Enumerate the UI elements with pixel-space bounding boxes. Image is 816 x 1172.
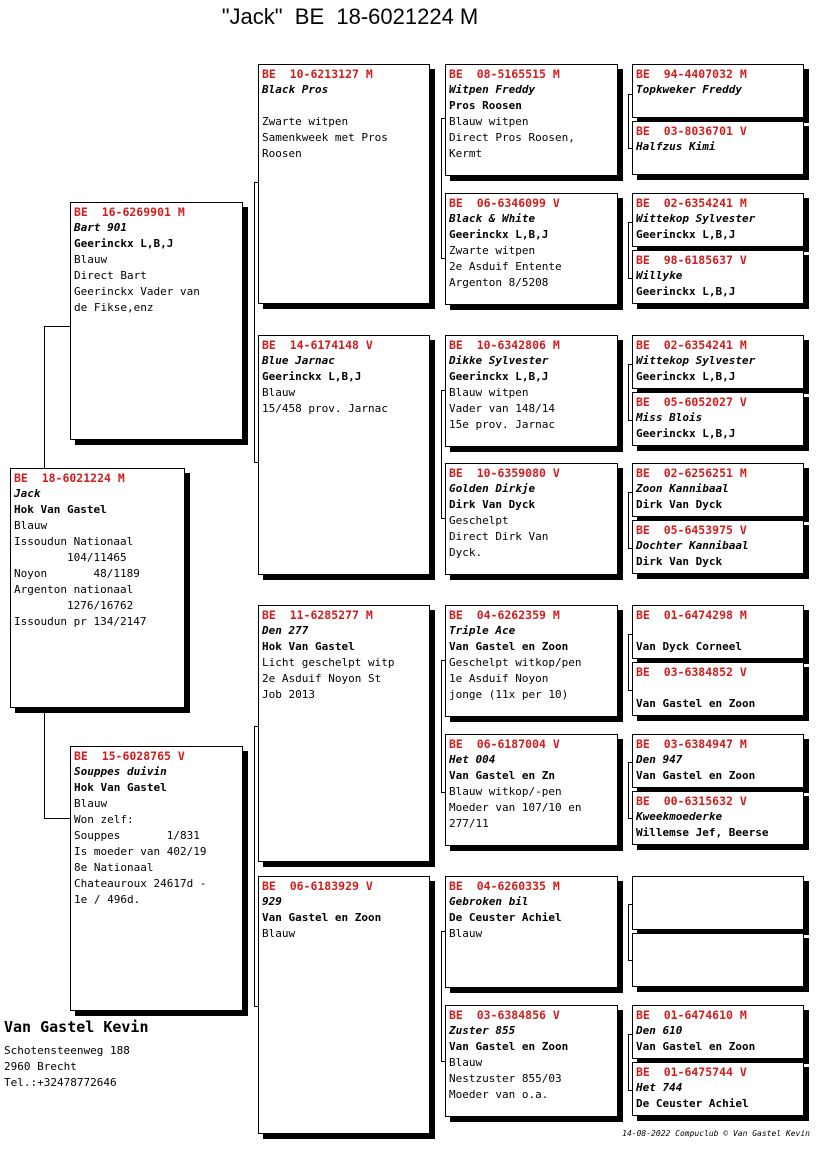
owner-name: De Ceuster Achiel [636, 1097, 749, 1110]
info-line: 15e prov. Jarnac [449, 418, 555, 431]
pedigree-card-g10 [632, 662, 804, 716]
owner-name: Geerinckx L,B,J [449, 370, 549, 383]
pigeon-name: Wittekop Sylvester [636, 354, 756, 367]
ring-number: BE 03-8036701 V [636, 124, 747, 138]
info-line: Blauw [449, 927, 483, 940]
blank-line [636, 623, 800, 639]
pedigree-card-subject [10, 468, 185, 708]
info-line: 1e / 496d. [74, 893, 141, 906]
pigeon-name: 929 [262, 895, 282, 908]
pedigree-card-g3 [632, 193, 804, 247]
pedigree-card-g16 [632, 1062, 804, 1116]
pedigree-card-dds [445, 876, 618, 988]
ring-number: BE 01-6474610 M [636, 1008, 747, 1022]
owner-name: Geerinckx L,B,J [449, 228, 549, 241]
info-line: jonge (11x per 10) [449, 688, 569, 701]
connector-line [441, 118, 442, 258]
info-line: Blauw [74, 797, 108, 810]
ring-number: BE 03-6384856 V [449, 1008, 560, 1022]
pedigree-card-dd [258, 876, 430, 1134]
pedigree-card-dam [70, 746, 243, 1011]
ring-number: BE 06-6346099 V [449, 196, 560, 210]
owner-name: Hok Van Gastel [262, 640, 355, 653]
owner-name: Geerinckx L,B,J [636, 285, 736, 298]
ring-number: BE 04-6262359 M [449, 608, 560, 622]
owner-name: Geerinckx L,B,J [636, 228, 736, 241]
connector-line [628, 904, 629, 960]
info-line: Moeder van o.a. [449, 1088, 549, 1101]
pedigree-card-g4 [632, 250, 804, 304]
info-line: Zwarte witpen [262, 115, 349, 128]
info-line: 2e Asduif Entente [449, 260, 562, 273]
info-line: 104/11465 [14, 551, 127, 564]
info-line: 8e Nationaal [74, 861, 154, 874]
pigeon-name: Gebroken bil [449, 895, 529, 908]
connector-line [44, 818, 70, 819]
pedigree-card-g5 [632, 335, 804, 389]
info-line: Direct Pros Roosen, [449, 131, 575, 144]
ring-number: BE 05-6453975 V [636, 523, 747, 537]
pigeon-name: Den 610 [636, 1024, 683, 1037]
pigeon-name: Miss Blois [636, 411, 703, 424]
info-line: 1276/16762 [14, 599, 134, 612]
info-line: Licht geschelpt witp [262, 656, 395, 669]
owner-name: Geerinckx L,B,J [74, 237, 174, 250]
ring-number: BE 02-6256251 M [636, 466, 747, 480]
ring-number: BE 11-6285277 M [262, 608, 373, 622]
pedigree-card-dss [445, 605, 618, 717]
ring-number: BE 01-6474298 M [636, 608, 747, 622]
info-line: Direct Dirk Van [449, 530, 549, 543]
ring-number: BE 94-4407032 M [636, 67, 747, 81]
pigeon-name: Golden Dirkje [449, 482, 536, 495]
info-line: Noyon 48/1189 [14, 567, 140, 580]
ring-number: BE 10-6342806 M [449, 338, 560, 352]
info-line: Kermt [449, 147, 483, 160]
pedigree-card-sds [445, 335, 618, 447]
connector-line [44, 708, 45, 818]
pedigree-card-ss [258, 64, 430, 304]
pigeon-name: Den 947 [636, 753, 683, 766]
info-line: Blauw [449, 1056, 483, 1069]
info-line: Samenkweek met Pros [262, 131, 388, 144]
info-line: Won zelf: [74, 813, 134, 826]
pigeon-name: Het 744 [636, 1081, 683, 1094]
pedigree-card-g8 [632, 520, 804, 574]
ring-number: BE 18-6021224 M [14, 471, 125, 485]
info-line: 1e Asduif Noyon [449, 672, 549, 685]
info-line: Nestzuster 855/03 [449, 1072, 562, 1085]
pigeon-name: Den 277 [262, 624, 309, 637]
owner-name: Willemse Jef, Beerse [636, 826, 769, 839]
connector-line [628, 94, 629, 148]
owner-name: Van Gastel en Zoon [262, 911, 382, 924]
info-line: de Fikse,enz [74, 301, 154, 314]
info-line: Direct Bart [74, 269, 147, 282]
info-line: Issoudun Nationaal [14, 535, 134, 548]
info-line: Chateauroux 24617d - [74, 877, 207, 890]
info-line: 2e Asduif Noyon St [262, 672, 382, 685]
pedigree-card-g15 [632, 1005, 804, 1059]
pedigree-card-g9 [632, 605, 804, 659]
ring-number: BE 03-6384852 V [636, 665, 747, 679]
info-line: Zwarte witpen [449, 244, 536, 257]
ring-number: BE 00-6315632 V [636, 794, 747, 808]
connector-line [44, 326, 70, 327]
pedigree-card-ssd [445, 193, 618, 305]
pedigree-card-g6 [632, 392, 804, 446]
info-line: Moeder van 107/10 en [449, 801, 582, 814]
pigeon-name: Halfzus Kimi [636, 140, 716, 153]
owner-name: Hok Van Gastel [14, 503, 107, 516]
pedigree-card-dsd [445, 734, 618, 846]
pedigree-card-sss [445, 64, 618, 176]
pedigree-card-ddd [445, 1005, 618, 1117]
pigeon-name: Blue Jarnac [262, 354, 335, 367]
pigeon-name: Zuster 855 [449, 1024, 516, 1037]
pigeon-name: Dochter Kannibaal [636, 539, 749, 552]
info-line: Is moeder van 402/19 [74, 845, 207, 858]
info-line: 15/458 prov. Jarnac [262, 402, 388, 415]
connector-line [628, 222, 629, 278]
pedigree-card-sdd [445, 463, 618, 575]
pigeon-name: Het 004 [449, 753, 496, 766]
info-line: Blauw witpen [449, 115, 529, 128]
connector-line [441, 390, 442, 518]
breeder-street: Schotensteenweg 188 [4, 1044, 130, 1057]
ring-number: BE 06-6183929 V [262, 879, 373, 893]
pigeon-name: Witpen Freddy [449, 83, 536, 96]
ring-number: BE 16-6269901 M [74, 205, 185, 219]
breeder-name: Van Gastel Kevin [4, 1018, 149, 1036]
owner-name: De Ceuster Achiel [449, 911, 562, 924]
ring-number: BE 10-6359080 V [449, 466, 560, 480]
ring-number: BE 10-6213127 M [262, 67, 373, 81]
info-line: Argenton nationaal [14, 583, 134, 596]
blank-line [262, 98, 426, 114]
owner-name: Dirk Van Dyck [636, 498, 723, 511]
info-line: Blauw [262, 927, 296, 940]
owner-name: Van Gastel en Zoon [636, 697, 756, 710]
info-line: Roosen [262, 147, 302, 160]
connector-line [44, 326, 45, 468]
connector-line [441, 660, 442, 792]
pigeon-name: Souppes duivin [74, 765, 167, 778]
owner-name: Dirk Van Dyck [636, 555, 723, 568]
connector-line [628, 492, 629, 548]
breeder-city: 2960 Brecht [4, 1060, 77, 1073]
pigeon-name: Topkweker Freddy [636, 83, 742, 96]
pigeon-name: Zoon Kannibaal [636, 482, 729, 495]
info-line: Blauw [74, 253, 108, 266]
info-line: Blauw [262, 386, 296, 399]
pedigree-title: "Jack" BE 18-6021224 M [221, 4, 479, 29]
owner-name: Van Gastel en Zoon [449, 640, 569, 653]
connector-line [628, 1034, 629, 1090]
owner-name: Van Dyck Corneel [636, 640, 742, 653]
info-line: Argenton 8/5208 [449, 276, 549, 289]
pigeon-name: Bart 901 [74, 221, 127, 234]
pedigree-card-sd [258, 335, 430, 575]
ring-number: BE 02-6354241 M [636, 338, 747, 352]
info-line: Dyck. [449, 546, 483, 559]
pigeon-name: Kweekmoederke [636, 810, 723, 823]
info-line: Issoudun pr 134/2147 [14, 615, 147, 628]
pedigree-card-g13 [632, 876, 804, 930]
connector-line [254, 726, 255, 1006]
pigeon-name: Jack [14, 487, 41, 500]
info-line: Geerinckx Vader van [74, 285, 200, 298]
info-line: Geschelpt [449, 514, 509, 527]
info-line: Geschelpt witkop/pen [449, 656, 582, 669]
owner-name: Geerinckx L,B,J [636, 370, 736, 383]
owner-name: Van Gastel en Zn [449, 769, 555, 782]
ring-number: BE 06-6187004 V [449, 737, 560, 751]
pigeon-name: Willyke [636, 269, 683, 282]
ring-number: BE 01-6475744 V [636, 1065, 747, 1079]
pigeon-name: Wittekop Sylvester [636, 212, 756, 225]
pigeon-name: Black Pros [262, 83, 329, 96]
ring-number: BE 14-6174148 V [262, 338, 373, 352]
ring-number: BE 08-5165515 M [449, 67, 560, 81]
owner-name: Geerinckx L,B,J [262, 370, 362, 383]
connector-line [628, 762, 629, 818]
pigeon-name: Triple Ace [449, 624, 516, 637]
connector-line [628, 634, 629, 690]
ring-number: BE 15-6028765 V [74, 749, 185, 763]
info-line: Blauw witkop/-pen [449, 785, 562, 798]
info-line: Blauw [14, 519, 48, 532]
ring-number: BE 05-6052027 V [636, 395, 747, 409]
connector-line [254, 182, 255, 462]
connector-line [441, 931, 442, 1061]
info-line: Souppes 1/831 [74, 829, 200, 842]
owner-name: Van Gastel en Zoon [636, 769, 756, 782]
ring-number: BE 02-6354241 M [636, 196, 747, 210]
connector-line [628, 364, 629, 420]
footer-credit: 14-08-2022 Compuclub © Van Gastel Kevin [622, 1129, 810, 1138]
owner-name: Van Gastel en Zoon [449, 1040, 569, 1053]
info-line: Blauw witpen [449, 386, 529, 399]
info-line: 277/11 [449, 817, 489, 830]
pigeon-name: Dikke Sylvester [449, 354, 549, 367]
pedigree-card-g7 [632, 463, 804, 517]
breeder-phone: Tel.:+32478772646 [4, 1076, 117, 1089]
pedigree-card-g1 [632, 64, 804, 118]
owner-name: Dirk Van Dyck [449, 498, 536, 511]
pedigree-card-ds [258, 605, 430, 862]
ring-number: BE 03-6384947 M [636, 737, 747, 751]
ring-number: BE 98-6185637 V [636, 253, 747, 267]
owner-name: Geerinckx L,B,J [636, 427, 736, 440]
pedigree-card-g12 [632, 791, 804, 845]
blank-line [636, 680, 800, 696]
owner-name: Van Gastel en Zoon [636, 1040, 756, 1053]
owner-name: Pros Roosen [449, 99, 522, 112]
pedigree-card-g14 [632, 933, 804, 987]
info-line: Job 2013 [262, 688, 315, 701]
pigeon-name: Black & White [449, 212, 536, 225]
pedigree-card-g2 [632, 121, 804, 175]
pedigree-card-g11 [632, 734, 804, 788]
owner-name: Hok Van Gastel [74, 781, 167, 794]
info-line: Vader van 148/14 [449, 402, 555, 415]
ring-number: BE 04-6260335 M [449, 879, 560, 893]
pedigree-card-sire [70, 202, 243, 440]
